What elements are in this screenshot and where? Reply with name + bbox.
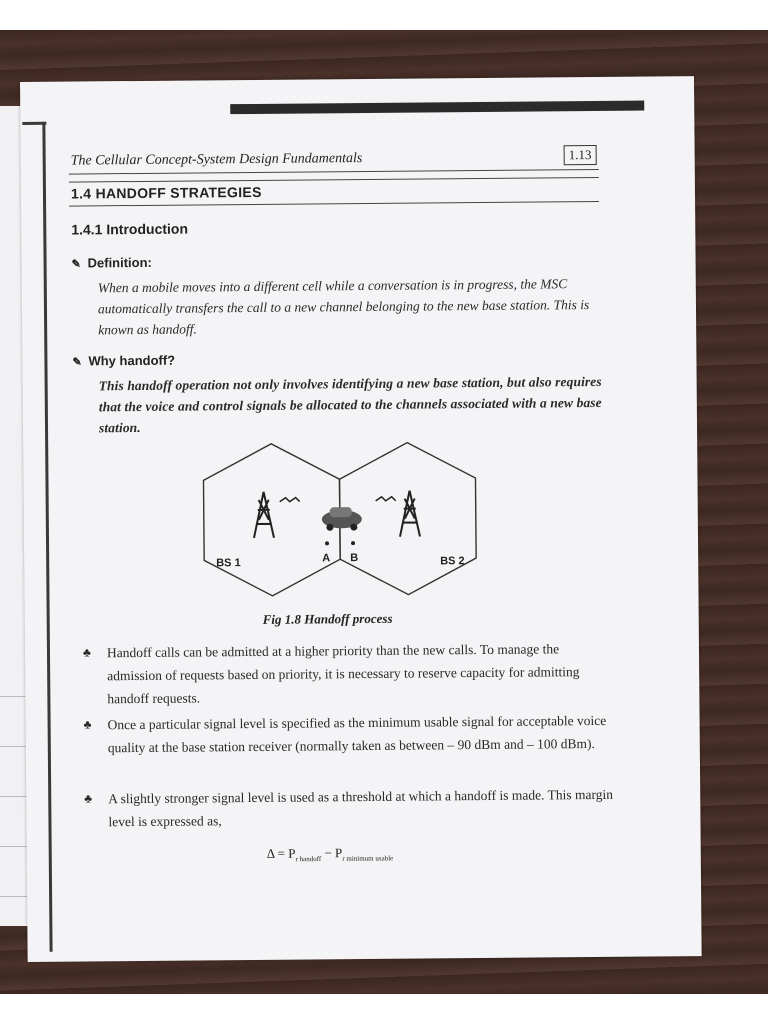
tower-icon-bs2 bbox=[400, 491, 420, 537]
bullet-icon: ♣ bbox=[82, 645, 91, 660]
definition-text: When a mobile moves into a different cell while a conversation is in progress, the MSC automatically transfers the call to a new channel belonging to the new base station. This is known as handoff. bbox=[97, 276, 590, 338]
list-item: ♣ A slightly stronger signal level is used as a threshold at which a handoff is made. This margin level is expressed as, bbox=[84, 786, 613, 830]
definition-label: ✎ Definition: bbox=[71, 254, 152, 271]
page-number: 1.13 bbox=[564, 145, 597, 165]
pencil-icon: ✎ bbox=[72, 356, 82, 369]
pencil-icon: ✎ bbox=[71, 258, 81, 271]
tower-icon-bs1 bbox=[254, 492, 274, 538]
header-bar bbox=[230, 101, 644, 115]
margin-formula: $\Delta = P_{r handoff} - P_{r minimum usable}$ bbox=[266, 845, 394, 864]
running-title: The Cellular Concept-System Design Fundamentals bbox=[70, 151, 363, 169]
point-a-label: A bbox=[322, 552, 331, 565]
why-handoff-label: ✎ Why handoff? bbox=[72, 352, 176, 369]
subsection-heading: 1.4.1 Introduction bbox=[71, 220, 189, 238]
point-b-label: B bbox=[350, 552, 359, 565]
bs1-label: BS 1 bbox=[216, 557, 241, 570]
page-spine-top bbox=[22, 122, 46, 125]
book-page bbox=[20, 76, 702, 962]
bs2-label: BS 2 bbox=[440, 555, 465, 568]
signal-wave-right bbox=[376, 497, 396, 501]
bullet-icon: ♣ bbox=[83, 717, 92, 732]
car-icon bbox=[322, 507, 362, 531]
list-item: ♣ Handoff calls can be admitted at a higher priority than the new calls. To manage the admission of requests based on priority, it is necessary to reserve capacity for admitting handoff requests. bbox=[82, 641, 580, 707]
section-top-rule bbox=[69, 177, 599, 183]
header-rule bbox=[69, 169, 599, 175]
section-bottom-rule bbox=[69, 201, 599, 207]
handoff-diagram bbox=[183, 438, 484, 601]
section-heading: 1.4 HANDOFF STRATEGIES bbox=[70, 183, 262, 202]
page-spine-line bbox=[42, 122, 52, 952]
list-item: ♣ Once a particular signal level is specified as the minimum usable signal for acceptable voice quality at the base station receiver (normally taken as between – 90 dBm and – 100 dBm). bbox=[83, 712, 607, 756]
signal-wave-left bbox=[280, 498, 300, 502]
figure-caption: Fig 1.8 Handoff process bbox=[262, 610, 393, 627]
bullet-icon: ♣ bbox=[84, 791, 93, 806]
why-handoff-text: This handoff operation not only involves identifying a new base station, but also requires that the voice and control signals be allocated to the channels associated with a new base station. bbox=[98, 373, 602, 436]
